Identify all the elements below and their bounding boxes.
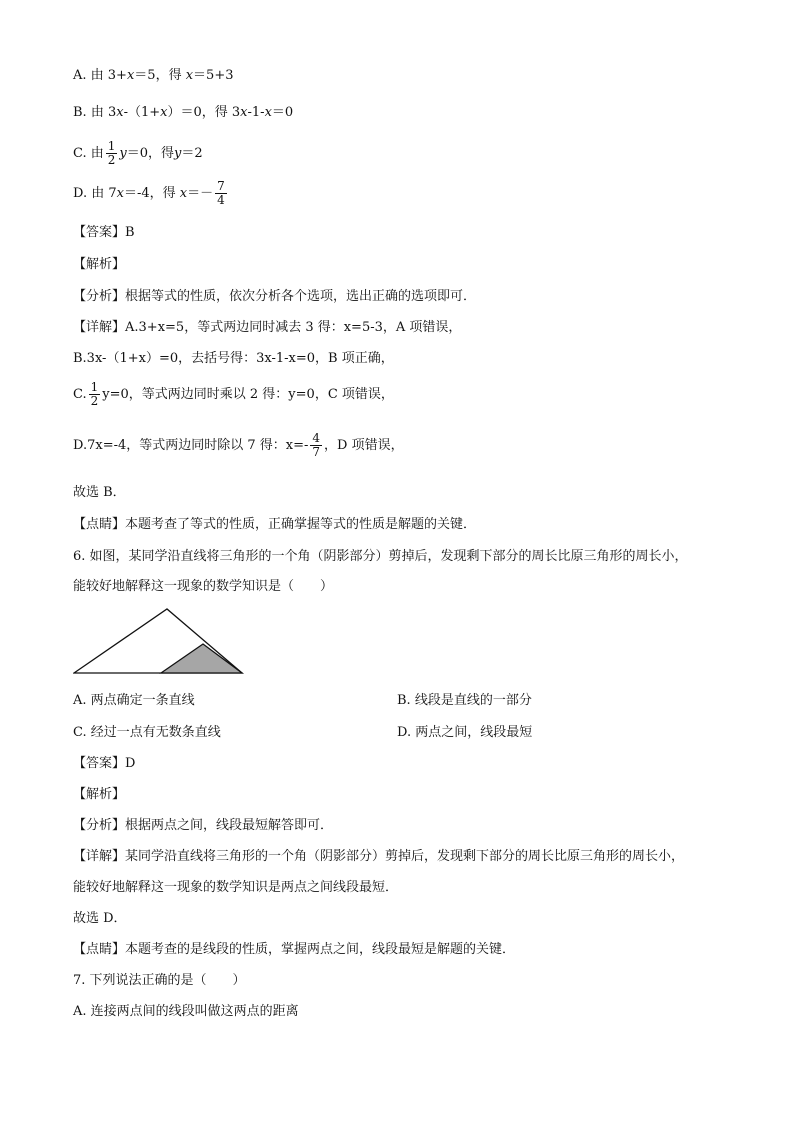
q5-choose: 故选 B． — [73, 485, 126, 500]
fraction: $\frac{1}{2}$ — [107, 139, 116, 167]
q5-option-c: C. 由 $\frac{1}{2}$ y＝0，得y＝2 — [73, 139, 203, 167]
q6-option-a: A. 两点确定一条直线 — [73, 693, 195, 708]
q6-fenxi: 【分析】根据两点之间，线段最短解答即可． — [73, 818, 334, 833]
triangle-figure — [73, 607, 247, 675]
fraction: $\frac{4}{7}$ — [312, 431, 321, 459]
q6-analysis-heading: 【解析】 — [73, 787, 126, 802]
q6-option-c: C. 经过一点有无数条直线 — [73, 725, 221, 740]
q6-stem-line-1: 6. 如图，某同学沿直线将三角形的一个角（阴影部分）剪掉后，发现剩下部分的周长比原三角形的周长小， — [73, 549, 688, 564]
q7-stem: 7. 下列说法正确的是（ ） — [73, 973, 246, 988]
q5-xiangjie: 【详解】A.3+x=5，等式两边同时减去 3 得：x=5-3，A 项错误， — [73, 320, 462, 335]
q6-xiangjie-line-2: 能较好地解释这一现象的数学知识是两点之间线段最短． — [73, 880, 399, 895]
q5-dianjing: 【点睛】本题考查了等式的性质，正确掌握等式的性质是解题的关键． — [73, 517, 477, 532]
q5-d-line: D.7x=-4，等式两边同时除以 7 得：x=- $\frac{4}{7}$ ，D 项错误， — [73, 431, 404, 459]
q6-xiangjie: 【详解】某同学沿直线将三角形的一个角（阴影部分）剪掉后，发现剩下部分的周长比原三角形的周长小， — [73, 849, 685, 864]
q7-option-a: A. 连接两点间的线段叫做这两点的距离 — [73, 1004, 299, 1019]
q6-option-d: D. 两点之间，线段最短 — [397, 725, 533, 740]
q6-answer: 【答案】D — [73, 756, 136, 771]
q6-stem-line-2: 能较好地解释这一现象的数学知识是（ ） — [73, 579, 334, 594]
q5-fenxi: 【分析】根据等式的性质，依次分析各个选项，选出正确的选项即可． — [73, 289, 477, 304]
q5-analysis-heading: 【解析】 — [73, 257, 126, 272]
fraction: $\frac{7}{4}$ — [217, 179, 225, 207]
q6-dianjing: 【点睛】本题考查的是线段的性质，掌握两点之间，线段最短是解题的关键． — [73, 942, 516, 957]
q5-option-d: D. 由 7x＝-4，得 x＝－ $\frac{7}{4}$ — [73, 179, 225, 207]
q6-choose: 故选 D． — [73, 911, 127, 926]
q5-answer: 【答案】B — [73, 225, 135, 240]
q6-option-b: B. 线段是直线的一部分 — [397, 693, 532, 708]
q5-option-a: A. 由 3+x＝5，得 x＝5+3 — [73, 68, 234, 83]
q5-option-b: B. 由 3x-（1+x）＝0，得 3x-1-x＝0 — [73, 105, 294, 120]
q5-b-line: B.3x-（1+x）=0，去括号得：3x-1-x=0，B 项正确， — [73, 351, 394, 366]
fraction: $\frac{1}{2}$ — [90, 380, 99, 408]
q5-c-line: C. $\frac{1}{2}$ y=0，等式两边同时乘以 2 得：y=0，C 项错误， — [73, 380, 394, 408]
